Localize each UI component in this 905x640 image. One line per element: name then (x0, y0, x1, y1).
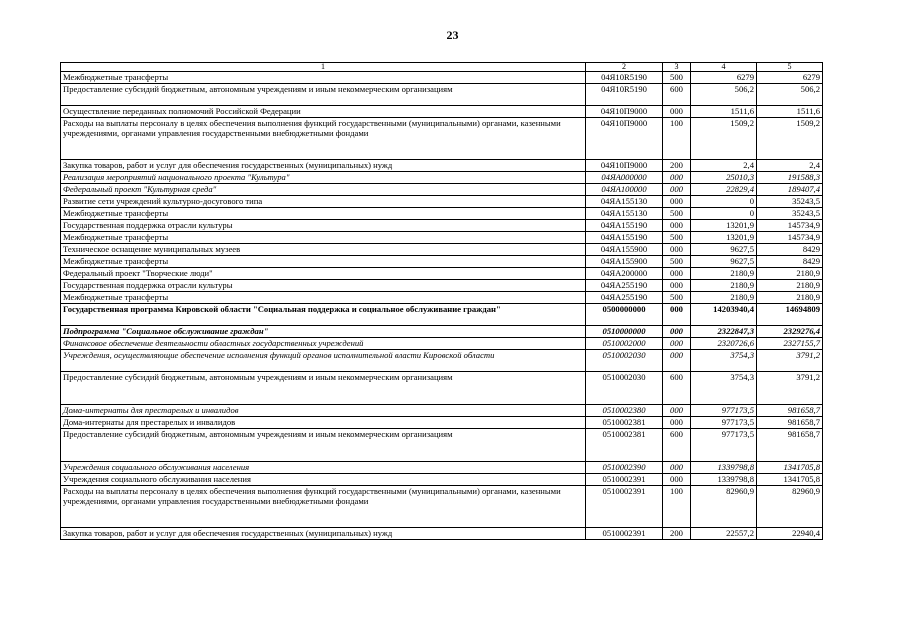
row-name-cell: Межбюджетные трансферты (61, 292, 586, 304)
row-value-col4-cell: 22829,4 (691, 184, 757, 196)
row-name-cell: Предоставление субсидий бюджетным, автономным учреждениям и иным некоммерческим организациям (61, 372, 586, 405)
row-name-cell: Закупка товаров, работ и услуг для обеспечения государственных (муниципальных) нужд (61, 528, 586, 540)
row-code-cell: 04ЯА155190 (586, 232, 663, 244)
row-value-col4-cell: 977173,5 (691, 417, 757, 429)
table-header-row (61, 63, 823, 72)
row-value-col5-cell: 14694809 (757, 304, 823, 326)
row-name-cell: Учреждения социального обслуживания населения (61, 474, 586, 486)
row-type-cell: 600 (663, 372, 691, 405)
table-row (61, 160, 823, 172)
row-code-cell: 0500000000 (586, 304, 663, 326)
row-code-cell: 0510002000 (586, 338, 663, 350)
row-type-cell: 000 (663, 338, 691, 350)
row-value-col4-cell: 22557,2 (691, 528, 757, 540)
row-code-cell: 04Я10R5190 (586, 72, 663, 84)
row-name-cell: Финансовое обеспечение деятельности областных государственных учреждений (61, 338, 586, 350)
row-code-cell: 0510002380 (586, 405, 663, 417)
row-name-cell: Государственная поддержка отрасли культуры (61, 280, 586, 292)
row-name-cell: Закупка товаров, работ и услуг для обеспечения государственных (муниципальных) нужд (61, 160, 586, 172)
row-value-col5-cell: 2180,9 (757, 292, 823, 304)
row-name-cell: Предоставление субсидий бюджетным, автономным учреждениям и иным некоммерческим организациям (61, 429, 586, 462)
row-value-col5-cell: 145734,9 (757, 232, 823, 244)
row-code-cell: 0510002391 (586, 528, 663, 540)
row-value-col5-cell: 2,4 (757, 160, 823, 172)
table-row (61, 417, 823, 429)
table-row (61, 405, 823, 417)
row-code-cell: 0510002030 (586, 350, 663, 372)
table-row (61, 429, 823, 462)
row-type-cell: 000 (663, 474, 691, 486)
row-value-col5-cell: 2327155,7 (757, 338, 823, 350)
row-value-col5-cell: 2329276,4 (757, 326, 823, 338)
row-value-col5-cell: 981658,7 (757, 429, 823, 462)
row-value-col4-cell: 13201,9 (691, 220, 757, 232)
table-row (61, 256, 823, 268)
table-row (61, 196, 823, 208)
row-code-cell: 04ЯА255190 (586, 280, 663, 292)
table-row (61, 462, 823, 474)
row-value-col4-cell: 1509,2 (691, 118, 757, 160)
table-row (61, 208, 823, 220)
row-type-cell: 000 (663, 462, 691, 474)
table-row (61, 244, 823, 256)
row-code-cell: 04Я10П9000 (586, 106, 663, 118)
row-value-col4-cell: 1339798,8 (691, 462, 757, 474)
row-name-cell: Межбюджетные трансферты (61, 232, 586, 244)
row-value-col4-cell: 82960,9 (691, 486, 757, 528)
row-name-cell: Развитие сети учреждений культурно-досугового типа (61, 196, 586, 208)
table-row (61, 172, 823, 184)
row-code-cell: 0510002391 (586, 486, 663, 528)
row-value-col4-cell: 2322847,3 (691, 326, 757, 338)
row-type-cell: 500 (663, 208, 691, 220)
row-code-cell: 0510002381 (586, 417, 663, 429)
row-value-col5-cell: 35243,5 (757, 208, 823, 220)
row-type-cell: 000 (663, 244, 691, 256)
column-header: 2 (586, 63, 663, 72)
row-name-cell: Государственная поддержка отрасли культуры (61, 220, 586, 232)
column-header: 5 (757, 63, 823, 72)
table-row (61, 232, 823, 244)
row-code-cell: 04ЯА155900 (586, 256, 663, 268)
row-value-col5-cell: 981658,7 (757, 417, 823, 429)
row-value-col4-cell: 1339798,8 (691, 474, 757, 486)
row-type-cell: 500 (663, 256, 691, 268)
table-row (61, 326, 823, 338)
row-type-cell: 200 (663, 528, 691, 540)
row-type-cell: 000 (663, 417, 691, 429)
row-type-cell: 000 (663, 196, 691, 208)
row-code-cell: 0510002030 (586, 372, 663, 405)
row-value-col5-cell: 82960,9 (757, 486, 823, 528)
row-value-col5-cell: 6279 (757, 72, 823, 84)
row-value-col5-cell: 8429 (757, 256, 823, 268)
row-value-col5-cell: 1341705,8 (757, 474, 823, 486)
table-row (61, 184, 823, 196)
row-code-cell: 0510000000 (586, 326, 663, 338)
row-code-cell: 04Я10R5190 (586, 84, 663, 106)
table-row (61, 118, 823, 160)
row-value-col5-cell: 145734,9 (757, 220, 823, 232)
row-code-cell: 04ЯА200000 (586, 268, 663, 280)
row-code-cell: 04Я10П9000 (586, 118, 663, 160)
row-type-cell: 000 (663, 326, 691, 338)
row-value-col4-cell: 1511,6 (691, 106, 757, 118)
row-type-cell: 000 (663, 350, 691, 372)
row-value-col5-cell: 1341705,8 (757, 462, 823, 474)
table-row (61, 474, 823, 486)
row-value-col4-cell: 0 (691, 196, 757, 208)
row-name-cell: Дома-интернаты для престарелых и инвалидов (61, 405, 586, 417)
row-value-col5-cell: 2180,9 (757, 280, 823, 292)
row-name-cell: Расходы на выплаты персоналу в целях обеспечения выполнения функций государственными (муниципальными) органами, казенными учреждениями, органами управления государственными внебюджетными фондами (61, 118, 586, 160)
row-value-col4-cell: 2180,9 (691, 268, 757, 280)
row-type-cell: 000 (663, 405, 691, 417)
row-value-col5-cell: 189407,4 (757, 184, 823, 196)
row-name-cell: Межбюджетные трансферты (61, 256, 586, 268)
table-row (61, 292, 823, 304)
table-row (61, 350, 823, 372)
row-value-col5-cell: 8429 (757, 244, 823, 256)
row-value-col5-cell: 981658,7 (757, 405, 823, 417)
row-name-cell: Учреждения, осуществляющие обеспечение исполнения функций органов исполнительной власти Кировской области (61, 350, 586, 372)
budget-table (60, 62, 823, 540)
row-value-col4-cell: 3754,3 (691, 372, 757, 405)
row-code-cell: 0510002390 (586, 462, 663, 474)
table-row (61, 84, 823, 106)
row-value-col4-cell: 9627,5 (691, 256, 757, 268)
table-row (61, 106, 823, 118)
row-name-cell: Дома-интернаты для престарелых и инвалидов (61, 417, 586, 429)
row-name-cell: Подпрограмма "Социальное обслуживание граждан" (61, 326, 586, 338)
row-type-cell: 100 (663, 118, 691, 160)
table-row (61, 268, 823, 280)
table-row (61, 72, 823, 84)
row-name-cell: Реализация мероприятий национального проекта "Культура" (61, 172, 586, 184)
row-code-cell: 04ЯА155130 (586, 196, 663, 208)
row-value-col4-cell: 0 (691, 208, 757, 220)
row-type-cell: 000 (663, 304, 691, 326)
table-row (61, 486, 823, 528)
row-type-cell: 000 (663, 172, 691, 184)
row-type-cell: 100 (663, 486, 691, 528)
column-header: 1 (61, 63, 586, 72)
row-type-cell: 000 (663, 268, 691, 280)
row-value-col5-cell: 22940,4 (757, 528, 823, 540)
row-type-cell: 500 (663, 232, 691, 244)
table-row (61, 338, 823, 350)
table-row (61, 372, 823, 405)
row-code-cell: 04ЯА000000 (586, 172, 663, 184)
row-type-cell: 200 (663, 160, 691, 172)
row-code-cell: 04ЯА100000 (586, 184, 663, 196)
row-type-cell: 600 (663, 429, 691, 462)
column-header: 4 (691, 63, 757, 72)
row-value-col4-cell: 977173,5 (691, 405, 757, 417)
row-type-cell: 000 (663, 280, 691, 292)
row-name-cell: Межбюджетные трансферты (61, 208, 586, 220)
table-body (61, 72, 823, 540)
row-type-cell: 600 (663, 84, 691, 106)
row-value-col4-cell: 14203940,4 (691, 304, 757, 326)
row-value-col5-cell: 506,2 (757, 84, 823, 106)
row-value-col5-cell: 1511,6 (757, 106, 823, 118)
page-number: 23 (446, 28, 459, 42)
row-value-col4-cell: 2180,9 (691, 280, 757, 292)
row-value-col5-cell: 35243,5 (757, 196, 823, 208)
row-type-cell: 500 (663, 292, 691, 304)
column-header: 3 (663, 63, 691, 72)
row-value-col4-cell: 2180,9 (691, 292, 757, 304)
row-type-cell: 000 (663, 106, 691, 118)
row-value-col4-cell: 977173,5 (691, 429, 757, 462)
row-value-col5-cell: 191588,3 (757, 172, 823, 184)
row-code-cell: 04ЯА155190 (586, 220, 663, 232)
row-name-cell: Учреждения социального обслуживания населения (61, 462, 586, 474)
row-type-cell: 500 (663, 72, 691, 84)
row-name-cell: Осуществление переданных полномочий Российской Федерации (61, 106, 586, 118)
row-code-cell: 04Я10П9000 (586, 160, 663, 172)
table-row (61, 304, 823, 326)
row-code-cell: 04ЯА155900 (586, 244, 663, 256)
row-name-cell: Государственная программа Кировской области "Социальная поддержка и социальное обслуживание граждан" (61, 304, 586, 326)
row-value-col4-cell: 506,2 (691, 84, 757, 106)
table-row (61, 280, 823, 292)
row-code-cell: 04ЯА255190 (586, 292, 663, 304)
table-row (61, 220, 823, 232)
row-name-cell: Предоставление субсидий бюджетным, автономным учреждениям и иным некоммерческим организациям (61, 84, 586, 106)
row-value-col5-cell: 3791,2 (757, 350, 823, 372)
row-name-cell: Расходы на выплаты персоналу в целях обеспечения выполнения функций государственными (муниципальными) органами, казенными учреждениями, органами управления государственными внебюджетными фондами (61, 486, 586, 528)
row-value-col4-cell: 9627,5 (691, 244, 757, 256)
row-code-cell: 0510002391 (586, 474, 663, 486)
row-name-cell: Техническое оснащение муниципальных музеев (61, 244, 586, 256)
row-type-cell: 000 (663, 184, 691, 196)
row-value-col4-cell: 3754,3 (691, 350, 757, 372)
row-name-cell: Федеральный проект "Культурная среда" (61, 184, 586, 196)
row-value-col5-cell: 2180,9 (757, 268, 823, 280)
row-name-cell: Межбюджетные трансферты (61, 72, 586, 84)
row-value-col4-cell: 25010,3 (691, 172, 757, 184)
row-value-col5-cell: 3791,2 (757, 372, 823, 405)
row-value-col4-cell: 13201,9 (691, 232, 757, 244)
table-row (61, 528, 823, 540)
row-name-cell: Федеральный проект "Творческие люди" (61, 268, 586, 280)
row-value-col5-cell: 1509,2 (757, 118, 823, 160)
row-type-cell: 000 (663, 220, 691, 232)
row-value-col4-cell: 2320726,6 (691, 338, 757, 350)
row-value-col4-cell: 2,4 (691, 160, 757, 172)
row-value-col4-cell: 6279 (691, 72, 757, 84)
row-code-cell: 04ЯА155130 (586, 208, 663, 220)
row-code-cell: 0510002381 (586, 429, 663, 462)
